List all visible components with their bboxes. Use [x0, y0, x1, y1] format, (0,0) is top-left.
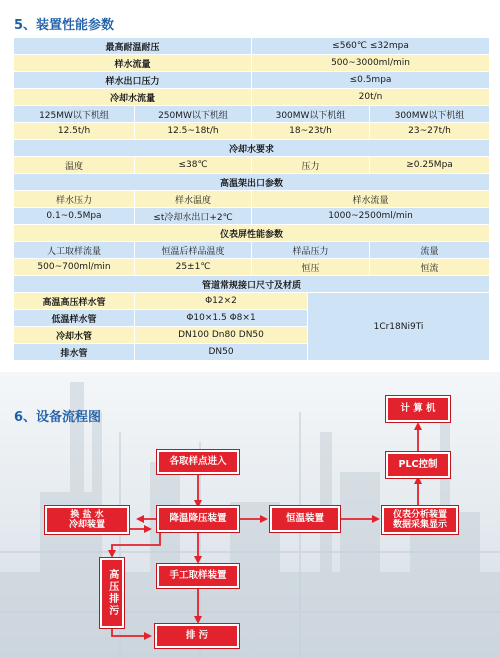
unit-value: 12.5t/h — [14, 123, 135, 140]
panel-header: 流量 — [370, 242, 490, 259]
outlet-header: 样水流量 — [252, 191, 490, 208]
pipe-label: 排水管 — [14, 344, 135, 361]
sample-flow-value: 500~3000ml/min — [252, 55, 490, 72]
outlet-value: 1000~2500ml/min — [252, 208, 490, 225]
arrow-hp-drain-to-drain — [112, 628, 150, 636]
outlet-value: 0.1~0.5Mpa — [14, 208, 135, 225]
cooler-label-line-1: 换 盐 水 — [70, 509, 104, 520]
pipe-value: DN50 — [135, 344, 308, 361]
panel-value: 25±1℃ — [135, 259, 252, 276]
panel-parameters-title: 仪表屏性能参数 — [14, 225, 490, 242]
cooling-flow-label: 冷却水流量 — [14, 89, 252, 106]
unit-value: 12.5~18t/h — [135, 123, 252, 140]
outlet-header: 样水温度 — [135, 191, 252, 208]
sample-outlet-pressure-value: ≤0.5mpa — [252, 72, 490, 89]
cooling-flow-value: 20t/n — [252, 89, 490, 106]
cooling-temp-value: ≤38℃ — [135, 157, 252, 174]
thermostat-label: 恒温装置 — [285, 512, 324, 524]
pipe-label: 高温高压样水管 — [14, 293, 135, 310]
plc-control-label: PLC控制 — [398, 458, 438, 470]
plc-control-node — [386, 452, 450, 478]
reducer-node — [157, 506, 239, 532]
unit-header: 300MW以下机组 — [252, 106, 370, 123]
unit-header: 300MW以下机组 — [370, 106, 490, 123]
panel-value: 恒压 — [252, 259, 370, 276]
pipe-value: Φ12×2 — [135, 293, 308, 310]
panel-header: 恒温后样品温度 — [135, 242, 252, 259]
pipe-material: 1Cr18Ni9Ti — [308, 293, 490, 361]
unit-header: 125MW以下机组 — [14, 106, 135, 123]
cooler-label-line-2: 冷却装置 — [68, 520, 105, 530]
unit-value: 18~23t/h — [252, 123, 370, 140]
arrow-reducer-to-hp-drain — [112, 531, 160, 556]
reducer-label: 降温降压装置 — [169, 512, 227, 524]
cooling-requirements-title: 冷却水要求 — [14, 140, 490, 157]
cooling-pressure-value: ≥0.25Mpa — [370, 157, 490, 174]
drain-label: 排 污 — [185, 629, 209, 641]
drain-node — [155, 624, 239, 648]
high-pressure-drain-label: 高压排污 — [106, 569, 118, 617]
panel-value: 恒流 — [370, 259, 490, 276]
cooler-node — [45, 506, 129, 534]
high-pressure-drain-node — [100, 558, 124, 628]
panel-header: 人工取样流量 — [14, 242, 135, 259]
unit-value: 23~27t/h — [370, 123, 490, 140]
max-temp-pressure-label: 最高耐温耐压 — [14, 38, 252, 55]
instrument-label-line-2: 数据采集显示 — [392, 520, 447, 530]
outlet-value: ≤t冷却水出口+2℃ — [135, 208, 252, 225]
instrument-node — [382, 506, 458, 534]
panel-header: 样品压力 — [252, 242, 370, 259]
thermostat-node — [270, 506, 340, 532]
pipe-label: 低温样水管 — [14, 310, 135, 327]
sample-outlet-pressure-label: 样水出口压力 — [14, 72, 252, 89]
sampling-inlet-label: 各取样点进入 — [169, 455, 227, 467]
pipe-value: DN100 Dn80 DN50 — [135, 327, 308, 344]
instrument-label-line-1: 仪表分析装置 — [392, 509, 447, 520]
manual-sampling-label: 手工取样装置 — [169, 569, 227, 581]
unit-header: 250MW以下机组 — [135, 106, 252, 123]
pipe-value: Φ10×1.5 Φ8×1 — [135, 310, 308, 327]
panel-value: 500~700ml/min — [14, 259, 135, 276]
section-6-title: 6、设备流程图 — [14, 410, 102, 425]
computer-node — [386, 396, 450, 422]
computer-label: 计 算 机 — [400, 402, 436, 414]
outlet-header: 样水压力 — [14, 191, 135, 208]
sample-flow-label: 样水流量 — [14, 55, 252, 72]
cooling-pressure-label: 压力 — [252, 157, 370, 174]
pipes-title: 管道常规接口尺寸及材质 — [14, 276, 490, 293]
max-temp-pressure-value: ≤560℃ ≤32mpa — [252, 38, 490, 55]
outlet-parameters-title: 高温架出口参数 — [14, 174, 490, 191]
sampling-inlet-node — [157, 450, 239, 474]
pipe-label: 冷却水管 — [14, 327, 135, 344]
section-5-title: 5、装置性能参数 — [14, 18, 115, 33]
cooling-temp-label: 温度 — [14, 157, 135, 174]
manual-sampling-node — [157, 564, 239, 588]
